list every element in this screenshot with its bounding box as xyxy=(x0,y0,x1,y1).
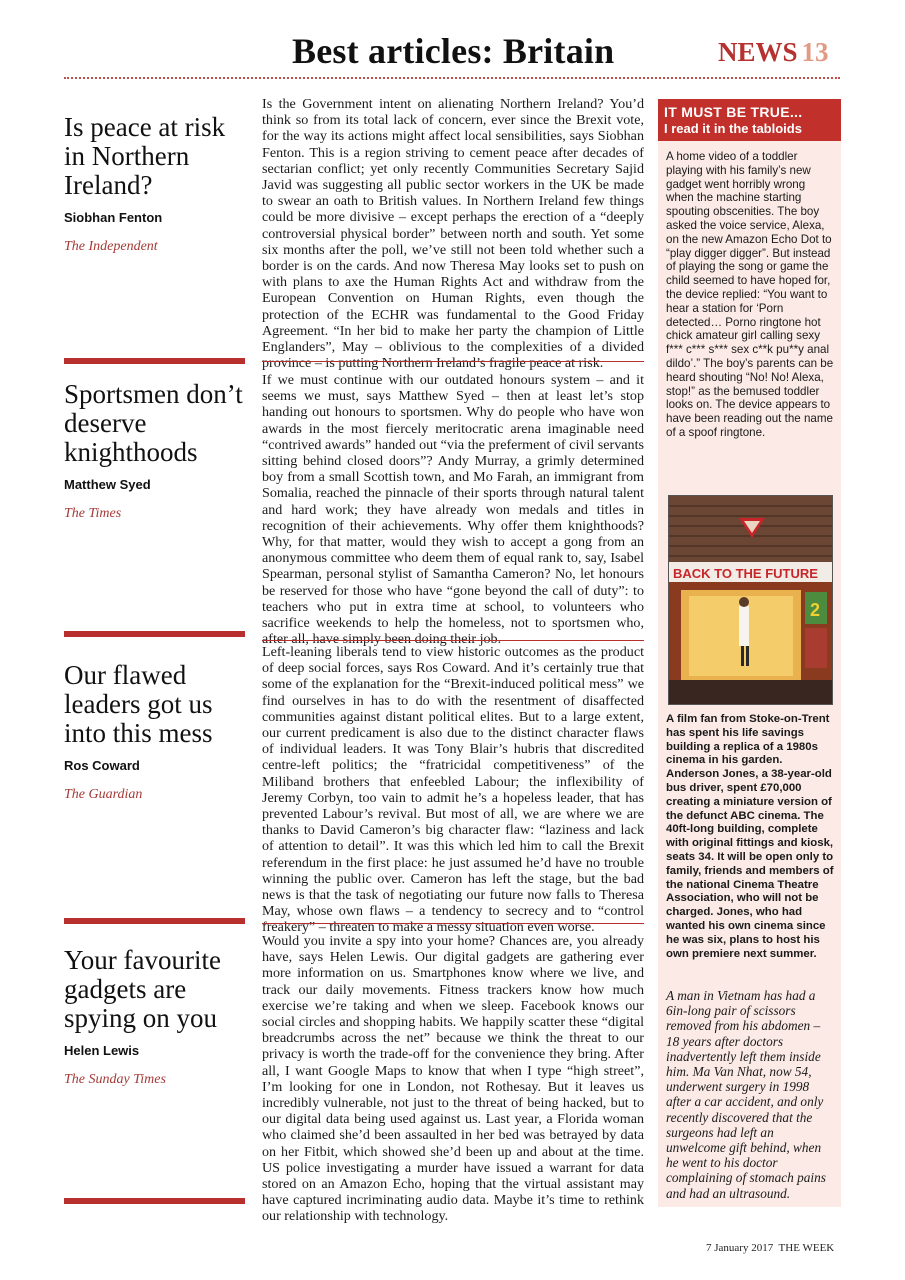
article-title: Sportsmen don’t deserve knighthoods xyxy=(64,379,243,467)
footer-publication: THE WEEK xyxy=(778,1242,835,1254)
article-title: Your favourite gadgets are spying on you xyxy=(64,945,221,1033)
cinema-sign: BACK TO THE FUTURE xyxy=(673,566,818,581)
article-source: The Independent xyxy=(64,239,158,254)
article-bar xyxy=(64,918,245,924)
article-author: Helen Lewis xyxy=(64,1043,140,1058)
article-author: Siobhan Fenton xyxy=(64,210,163,225)
article-divider xyxy=(262,923,644,924)
article-author: Matthew Syed xyxy=(64,477,151,492)
footer-date: 7 January 2017 xyxy=(706,1242,774,1254)
sidebar-story-alexa: A home video of a toddler playing with his family’s new gadget went horribly wrong when the machine starting spouting obscenities. The boy asked the voice service, Alexa, on the new Amazon Echo Dot to “play digger digger”. But instead of playing the song or game the child seemed to have hoped for, the device replied: “You want to hear a station for ‘Porn detected… Porno ringtone hot chick amateur girl calling sexy f*** c*** s*** sex c**k pu**y anal dildo’.” The boy’s parents can be heard shouting “No! No! Alexa, stop!” as the bemused toddler looks on. The device appears to have been reading out the name of a spoof ringtone. xyxy=(666,150,834,439)
article-bar xyxy=(64,631,245,637)
sidebar-story-scissors: A man in Vietnam has had a 6in-long pair of scissors removed from his abdomen – 18 years after doctors inadvertently left them inside him. Ma Van Nhat, now 54, underwent surgery in 1998 after a car accident, and only recently discovered that the surgeons had left an unwelcome gift behind, when he went to his doctor complaining of stomach pains and had an ultrasound. xyxy=(666,988,826,1201)
header-divider xyxy=(64,77,840,79)
page-number: 13 xyxy=(801,37,829,67)
article-divider xyxy=(262,361,644,362)
sidebar-heading-line2: I read it in the tabloids xyxy=(664,121,802,136)
sidebar-heading xyxy=(658,99,841,141)
sidebar-story-cinema: A film fan from Stoke-on-Trent has spent his life savings building a replica of a 1980s cinema in his garden. Anderson Jones, a 38-year-old bus driver, spent £70,000 creating a miniature version of the defunct ABC cinema. The 40ft-long building, complete with original fittings and kiosk, seats 34. It will be open only to family, friends and members of the national Cinema Theatre Association, who will not be charged. Jones, who had wanted his own cinema since he was six, plans to host his own premiere next summer. xyxy=(666,713,834,960)
page-footer xyxy=(706,1242,834,1254)
article-body: Is the Government intent on alienating Northern Ireland? You’d think so from its total lack of concern, ever since the Brexit vote, for the way its actions might affect local sensibilities, says Siobhan Fenton. This is a region striving to cement peace after decades of sectarian conflict; yet only recently Communities Secretary Sajid Javid was suggesting all public sector workers in the UK be made to swear an oath to British values. In Northern Ireland few things could be more divisive – except perhaps the erection of a “deeply controversial physical border” between north and south. Yet some six months after the poll, we’ve still not been told whether such a border is on the cards. And now Theresa May looks set to push on with plans to axe the Human Rights Act and withdraw from the European Convention on Human Rights, even though the protection of the ECHR was fundamental to the Good Friday Agreement. “In her bid to make her party the champion of Little Englanders”, May – oblivious to the complexities of a divided province – is putting Northern Ireland’s fragile peace at risk. xyxy=(262,96,644,372)
article-bar xyxy=(64,358,245,364)
svg-text:2: 2 xyxy=(810,600,821,620)
article-header-3 xyxy=(64,661,249,803)
article-divider xyxy=(262,640,644,641)
article-body: If we must continue with our outdated honours system – and it seems we must, says Matthew Syed – then at least let’s stop handing out honours to sportsmen. Why do people who have won awards in the most fiercely meritocratic arena imaginable need “contrived awards” handed out “via the preferment of civil servants sitting behind closed doors”? Andy Murray, a grimly determined boy from a small Scottish town, and Mo Farah, an immigrant from Somalia, reached the pinnacle of their sports through natural talent and hard work; they have already won medals and titles in recognition of their achievements. Why offer them knighthoods? Why, for that matter, would they wish to accept a gong from an anonymous committee who deem them of equal rank to, say, Isabel Spearman, personal stylist of Samantha Cameron? No, let honours be reserved for those who have “gone beyond the call of duty”: to teachers who put in extra time at school, to volunteers who sacrifice weekends to help the homeless, not to sportsmen who, after all, have simply been doing their job. xyxy=(262,372,644,648)
article-header-4 xyxy=(64,946,249,1088)
sidebar-heading-line1: IT MUST BE TRUE... xyxy=(664,104,803,120)
article-header-2 xyxy=(64,380,249,522)
section-name: NEWS xyxy=(718,37,798,67)
article-body: Left-leaning liberals tend to view historic outcomes as the product of deep social forces, says Ros Coward. And it’s certainly true that some of the explanation for the “Brexit-induced political mess” we find ourselves in has to do with the resentment of disaffected communities against distant political elites. But to a large extent, our current predicament is also due to the distinct character flaws of individual leaders. It was Tony Blair’s hubris that discredited centre-left politics; the “fratricidal competitiveness” of the Miliband brothers that enfeebled Labour; the inflexibility of Jeremy Corbyn, too vain to admit he’s a hopeless leader, that has prevented Labour’s revival. But most of all, we are where we are thanks to David Cameron’s big character flaw: “laziness and lack of attention to detail”. It was this which led him to call the Brexit referendum in the first place: he just assumed he’d have no trouble winning the public over. Cameron has left the stage, but the bad news is that the task of negotiating our future now falls to Theresa May, whose own flaws – a tendency to secrecy and to “control freakery” – threaten to make a messy situation even worse. xyxy=(262,644,644,936)
article-body: Would you invite a spy into your home? Chances are, you already have, says Helen Lewis. Our digital gadgets are gathering ever more information on us. Smartphones know where we live, and track our daily movements. Fitness trackers know how much exercise we’re taking and when we sleep. Facebook knows our social circles and shopping habits. We happily scatter these “digital breadcrumbs across the net” because we think the threat to our privacy is worth the trade-off for the convenience they bring. After all, I want Google Maps to know that when I type “high street”, I’m looking for one in London, not Rothesay. But it leaves us incredibly vulnerable, not just to the threat of being hacked, but to our digital data being used against us. Last year, a Florida woman who claimed she’d been assaulted in her bed was betrayed by data on her Fitbit, which showed she’d been up and about at the time. US police investigating a murder have issued a warrant for data stored on an Amazon Echo, hoping that the virtual assistant may have captured incriminating audio data. Maybe it’s time to rethink our relationship with technology. xyxy=(262,933,644,1225)
article-source: The Sunday Times xyxy=(64,1072,166,1087)
article-source: The Times xyxy=(64,506,122,521)
article-title: Is peace at risk in Northern Ireland? xyxy=(64,112,226,200)
article-bar xyxy=(64,1198,245,1204)
article-title: Our flawed leaders got us into this mess xyxy=(64,660,213,748)
section-label xyxy=(718,37,829,68)
page-title: Best articles: Britain xyxy=(292,31,615,71)
article-header-1 xyxy=(64,113,249,255)
article-source: The Guardian xyxy=(64,787,143,802)
sidebar-tabloid-box xyxy=(658,99,841,1207)
article-author: Ros Coward xyxy=(64,758,140,773)
cinema-photo xyxy=(668,495,833,705)
cinema-illustration xyxy=(669,496,832,704)
